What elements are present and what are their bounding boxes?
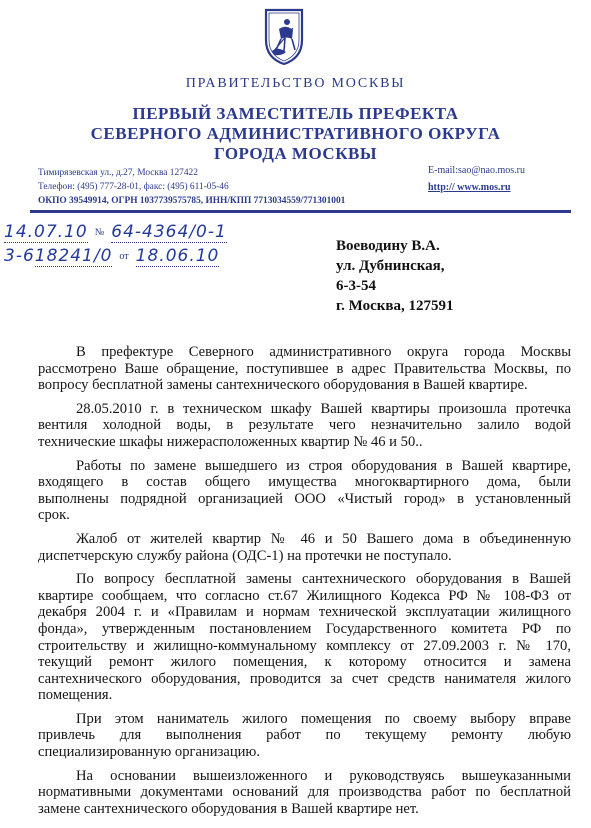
letter-line: текущий ремонт жилого помещения, к которому относится и замена xyxy=(38,654,571,671)
letter-line: входящего в состав общего имущества многоквартирного дома, были xyxy=(38,474,571,491)
contacts-block xyxy=(428,162,525,196)
handwritten-incoming-date: 18.06.10 xyxy=(135,246,220,266)
recipient-line: Воеводину В.А. xyxy=(336,238,440,254)
office-title-line: СЕВЕРНОГО АДМИНИСТРАТИВНОГО ОКРУГА xyxy=(90,124,501,143)
recipient-line: 6-3-54 xyxy=(336,278,376,294)
address-line: Тимирязевская ул., д.27, Москва 127422 xyxy=(38,168,198,178)
letter-paragraph xyxy=(38,344,571,394)
letter-line: Жалоб от жителей квартир № 46 и 50 Вашего дома в объединенную xyxy=(76,530,571,547)
letter-line: помещения. xyxy=(38,687,113,704)
number-label: № xyxy=(94,227,105,238)
letter-line: В префектуре Северного административного округа города Москвы xyxy=(76,344,571,360)
letter-paragraph xyxy=(38,458,571,524)
letter-line: На основании вышеизложенного и руководствуясь вышеуказанными xyxy=(76,767,571,784)
handwritten-outgoing-date: 14.07.10 xyxy=(4,222,88,242)
header-divider xyxy=(30,210,571,213)
handwritten-incoming-prefix: 3-6 xyxy=(4,246,35,266)
letter-body xyxy=(38,344,571,824)
letter-line: сантехнического оборудования, проводится за счет средств нанимателя жилого xyxy=(38,670,571,687)
letter-line: нормативными документами оснований для производства работ по бесплатной xyxy=(38,784,571,801)
government-title: ПРАВИТЕЛЬСТВО МОСКВЫ xyxy=(185,76,406,91)
office-title-line: ПЕРВЫЙ ЗАМЕСТИТЕЛЬ ПРЕФЕКТА xyxy=(132,104,459,123)
letter-line: вентиля холодной воды, в результате чего незначительно залило водой xyxy=(38,417,571,434)
letter-line: диспетчерскую службу района (ОДС-1) на протечки не поступало. xyxy=(38,547,452,564)
letter-line: При этом наниматель жилого помещения по своему выбору вправе xyxy=(76,710,571,727)
recipient-line: ул. Дубнинская, xyxy=(336,258,445,274)
letter-line: привлечь для выполнения работ по текущему ремонту любую xyxy=(38,727,571,744)
letter-line: рассмотрено Ваше обращение, поступившее в адрес Правительства Москвы, по xyxy=(38,360,571,377)
recipient-line: г. Москва, 127591 xyxy=(336,298,454,314)
handwritten-incoming-number: 18241/0 xyxy=(34,246,113,266)
letter-line: квартире сообщаем, что согласно ст.67 Жилищного Кодекса РФ № 108-ФЗ от xyxy=(38,587,571,604)
letter-line: срок. xyxy=(38,507,70,524)
letter-line: специализированную организацию. xyxy=(38,744,260,761)
email-line[interactable]: E-mail:sao@nao.mos.ru xyxy=(428,165,525,176)
moscow-coat-of-arms-icon xyxy=(262,6,306,66)
letter-line: технические шкафы нижерасположенных квартир № 46 и 50.. xyxy=(38,433,423,450)
letter-line: вопросу бесплатной замены сантехнического оборудования в Вашей квартире. xyxy=(38,377,528,394)
letter-line: Работы по замене вышедшего из строя оборудования в Вашей квартире, xyxy=(76,457,571,474)
letter-paragraph xyxy=(38,531,571,564)
letter-line: замене сантехнического оборудования в Вашей квартире нет. xyxy=(38,800,419,817)
letter-paragraph xyxy=(38,571,571,704)
outgoing-registration xyxy=(4,222,227,244)
registry-codes: ОКПО 39549914, ОГРН 1037739575785, ИНН/КПП 7713034559/771301001 xyxy=(38,196,346,206)
letter-line: 28.05.2010 г. в техническом шкафу Вашей квартиры произошла протечка xyxy=(76,400,571,417)
incoming-registration xyxy=(4,246,219,268)
letter-paragraph xyxy=(38,768,571,818)
letter-line: декабря 2004 г. и «Правилам и нормам технической эксплуатации жилищного xyxy=(38,604,571,621)
recipient-block xyxy=(336,236,453,316)
office-title-line: ГОРОДА МОСКВЫ xyxy=(213,144,378,163)
office-title xyxy=(0,104,591,164)
letter-line: выполнены подрядной организацией ООО «Чистый город» в установленный xyxy=(38,490,571,507)
letter-line: строительству и жилищно-коммунальному комплексу от 27.09.2003 г. № 170, xyxy=(38,637,571,654)
letter-paragraph xyxy=(38,711,571,761)
letter-line: По вопросу бесплатной замены сантехнического оборудования в Вашей xyxy=(76,571,571,588)
from-label: от xyxy=(119,251,129,262)
address-block xyxy=(38,166,345,208)
website-link[interactable]: http:// www.mos.ru xyxy=(428,182,511,193)
phone-line: Телефон: (495) 777-28-01, факс: (495) 611-05-46 xyxy=(38,182,229,192)
letter-line: фонда», утвержденным постановлением Государственного комитета РФ по xyxy=(38,620,571,637)
handwritten-outgoing-number: 64-4364/0-1 xyxy=(111,222,227,242)
letter-paragraph xyxy=(38,401,571,451)
